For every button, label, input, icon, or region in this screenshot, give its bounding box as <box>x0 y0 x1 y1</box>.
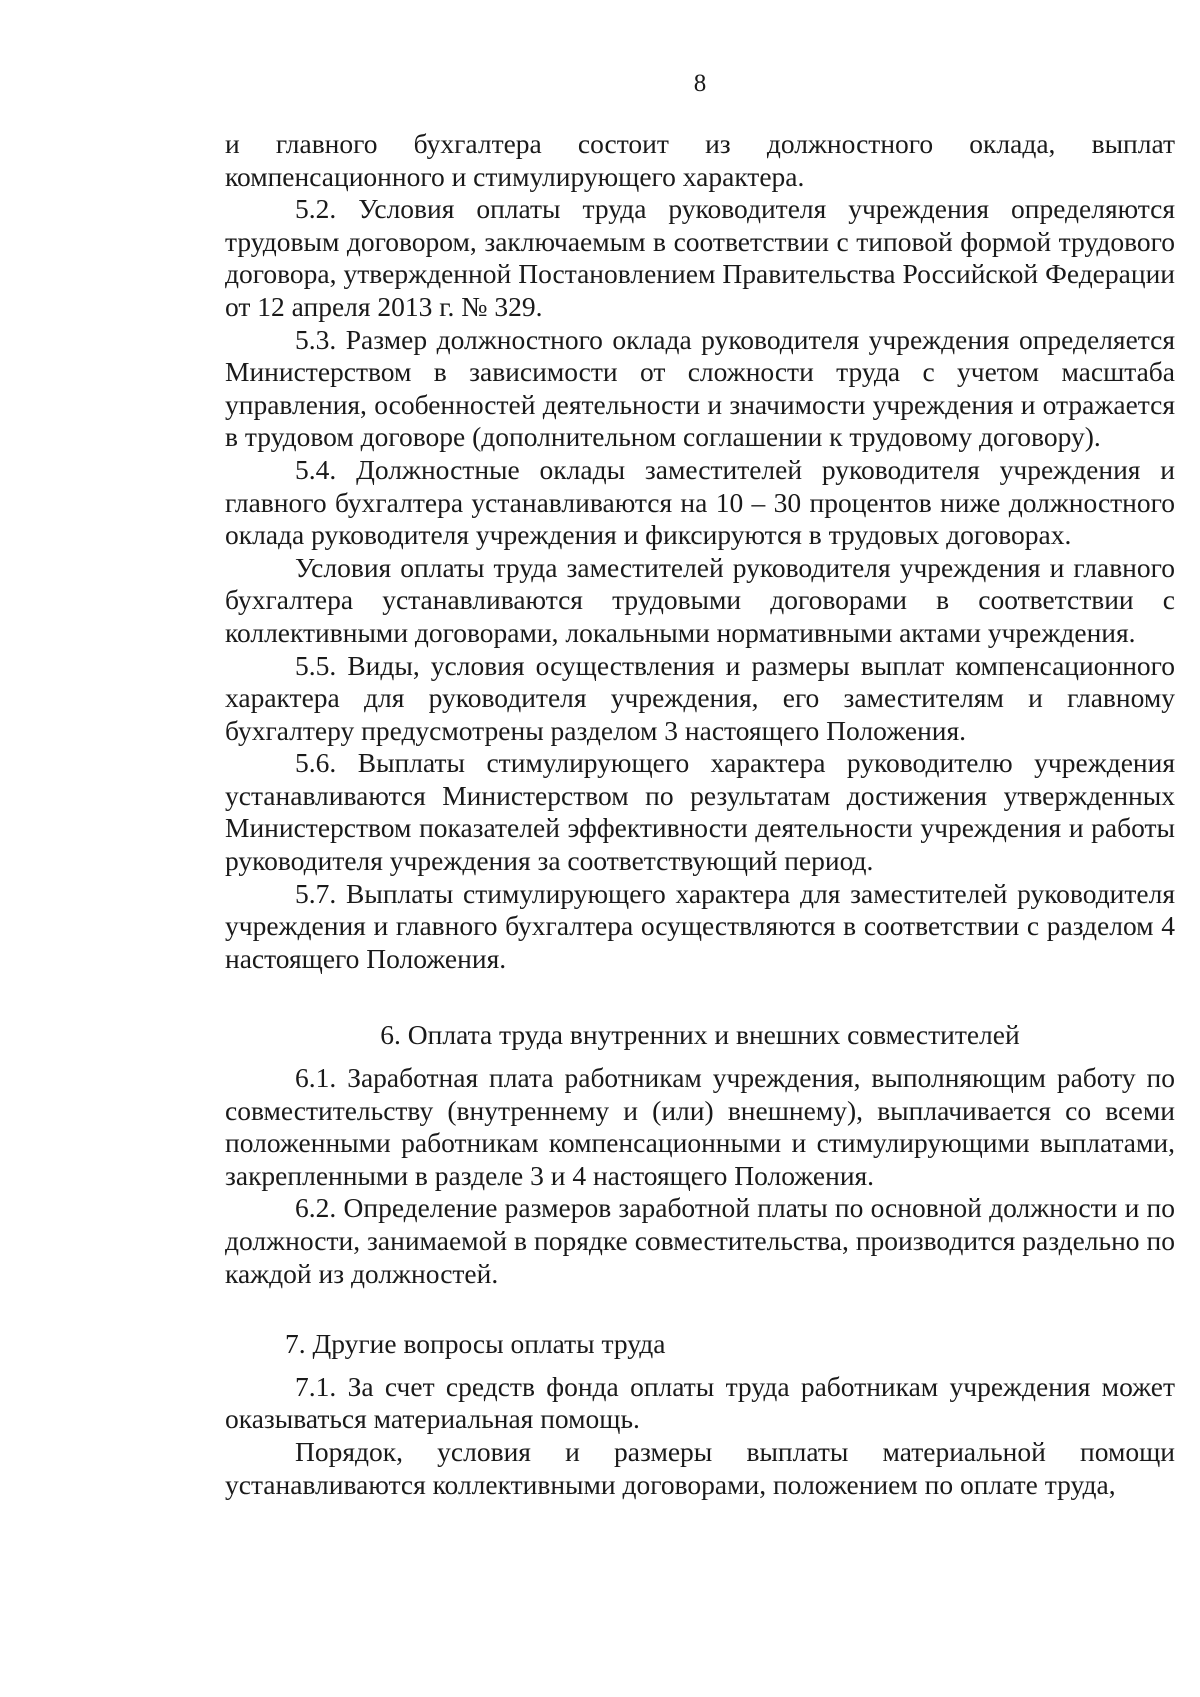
paragraph-5-4-conditions: Условия оплаты труда заместителей руководителя учреждения и главного бухгалтера устанавливаются трудовыми договорами в соответствии с коллективными договорами, локальными нормативными актами учреждения. <box>225 551 1175 648</box>
page-number: 8 <box>693 70 707 97</box>
paragraph-6-1: 6.1. Заработная плата работникам учреждения, выполняющим работу по совместительству (внутреннему и (или) внешнему), выплачивается со всеми положенными работникам компенсационными и стимулирующими выплатами, закрепленными в разделе 3 и 4 настоящего Положения. <box>225 1062 1175 1191</box>
document-body <box>225 128 1175 1501</box>
section-6-heading: 6. Оплата труда внутренних и внешних совместителей <box>380 1019 1020 1051</box>
paragraph-5-4: 5.4. Должностные оклады заместителей руководителя учреждения и главного бухгалтера устанавливаются на 10 – 30 процентов ниже должностного оклада руководителя учреждения и фиксируются в трудовых договорах. <box>225 453 1175 551</box>
paragraph-5-6: 5.6. Выплаты стимулирующего характера руководителю учреждения устанавливаются Министерством по результатам достижения утвержденных Министерством показателей эффективности деятельности учреждения и работы руководителя учреждения за соответствующий период. <box>225 747 1175 877</box>
paragraph-5-3: 5.3. Размер должностного оклада руководителя учреждения определяется Министерством в зависимости от сложности труда с учетом масштаба управления, особенностей деятельности и значимости учреждения и отражается в трудовом договоре (дополнительном соглашении к трудовому договору). <box>225 323 1175 453</box>
paragraph-7-1: 7.1. За счет средств фонда оплаты труда работникам учреждения может оказываться материальная помощь. <box>225 1370 1175 1435</box>
paragraph-5-7: 5.7. Выплаты стимулирующего характера для заместителей руководителя учреждения и главного бухгалтера осуществляются в соответствии с разделом 4 настоящего Положения. <box>225 877 1175 974</box>
paragraph-continuation: и главного бухгалтера состоит из должностного оклада, выплат компенсационного и стимулирующего характера. <box>225 128 1175 192</box>
paragraph-5-2: 5.2. Условия оплаты труда руководителя учреждения определяются трудовым договором, заключаемым в соответствии с типовой формой трудового договора, утвержденной Постановлением Правительства Российской Федерации от 12 апреля 2013 г. № 329. <box>225 193 1175 322</box>
paragraph-6-2: 6.2. Определение размеров заработной платы по основной должности и по должности, занимаемой в порядке совместительства, производится раздельно по каждой из должностей. <box>225 1192 1175 1289</box>
paragraph-5-5: 5.5. Виды, условия осуществления и размеры выплат компенсационного характера для руководителя учреждения, его заместителям и главному бухгалтеру предусмотрены разделом 3 настоящего Положения. <box>225 649 1175 746</box>
section-7-heading: 7. Другие вопросы оплаты труда <box>285 1328 666 1360</box>
paragraph-7-1-procedure: Порядок, условия и размеры выплаты материальной помощи устанавливаются коллективными договорами, положением по оплате труда, <box>225 1435 1175 1500</box>
